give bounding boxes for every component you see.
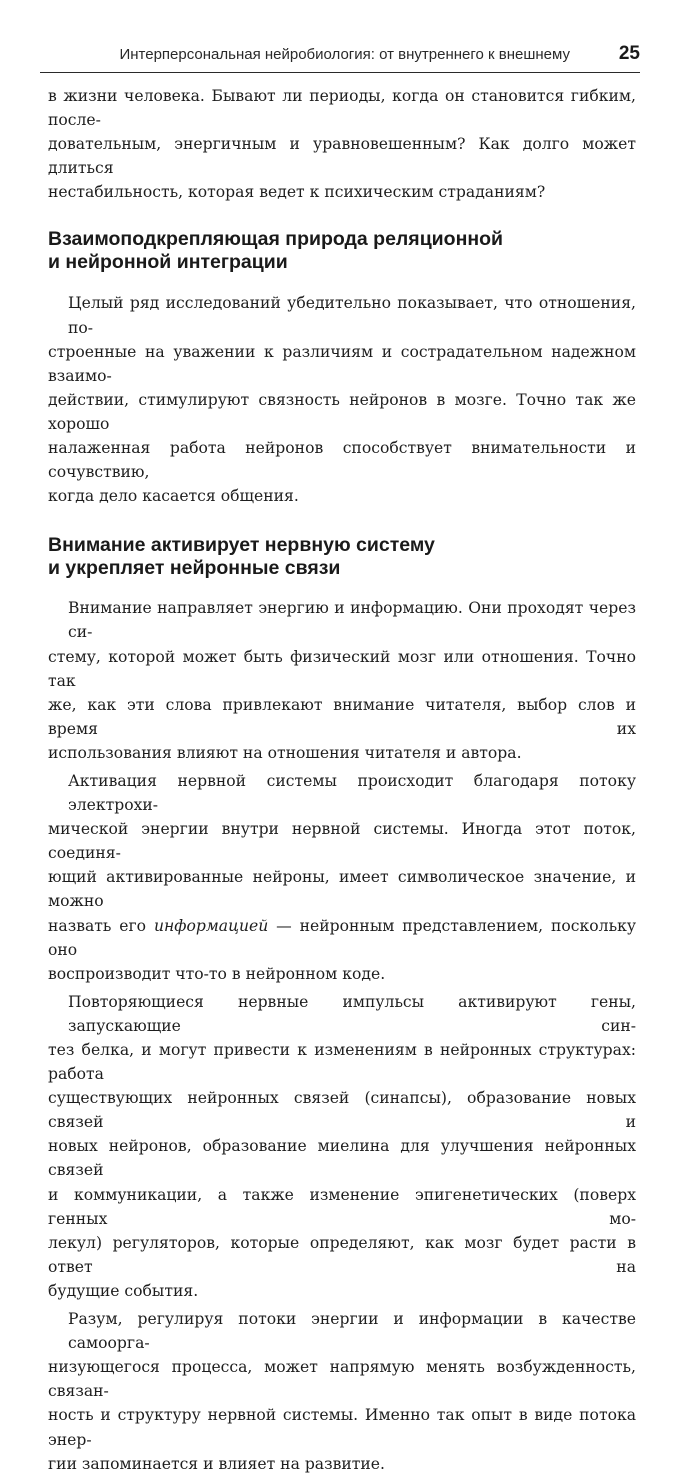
text-line: лекул) регуляторов, которые определяют, как мозг будет расти в ответ на <box>48 1233 636 1276</box>
text-line: Целый ряд исследований убедительно показывает, что отношения, по- <box>68 294 636 337</box>
text-line: существующих нейронных связей (синапсы), образование новых связей и <box>48 1089 636 1132</box>
text-line: когда дело касается общения. <box>48 487 299 506</box>
heading-line: и укрепляет нейронные связи <box>48 557 341 580</box>
text-line: ющий активированные нейроны, имеет символическое значение, и можно <box>48 868 636 911</box>
running-header <box>40 42 640 73</box>
integration-paragraph <box>48 291 636 508</box>
heading-line: Внимание активирует нервную систему <box>48 534 435 557</box>
text-line: тез белка, и могут привести к изменениям в нейронных структурах: работа <box>48 1041 636 1084</box>
heading-line: и нейронной интеграции <box>48 251 288 274</box>
text-line: стему, которой может быть физический мозг или отношения. Точно так <box>48 647 636 690</box>
text-line: ность и структуру нервной системы. Именно так опыт в виде потока энер- <box>48 1406 636 1449</box>
text-line: воспроизводит что-то в нейронном коде. <box>48 964 386 983</box>
text-line: Внимание направляет энергию и информацию. Они проходят через си- <box>68 599 636 642</box>
section-heading-attention <box>48 534 636 580</box>
page-number: 25 <box>618 43 640 64</box>
text-line: в жизни человека. Бывают ли периоды, когда он становится гибким, после- <box>48 87 636 130</box>
emphasized-term: информацией <box>153 916 269 935</box>
text-line: нестабильность, которая ведет к психическим страданиям? <box>48 183 546 202</box>
text-line-with-emphasis <box>48 914 636 962</box>
text-line: налаженная работа нейронов способствует внимательности и сочувствию, <box>48 439 636 482</box>
text-line: гии запоминается и влияет на развитие. <box>48 1454 385 1473</box>
text-line: Разум, регулируя потоки энергии и информации в качестве самоорга- <box>68 1310 636 1353</box>
text-line: и коммуникации, а также изменение эпигенетических (поверх генных мо- <box>48 1185 636 1228</box>
text-line: Активация нервной системы происходит благодаря потоку электрохи- <box>68 771 636 815</box>
text-line: использования влияют на отношения читателя и автора. <box>48 743 522 762</box>
attention-paragraph-3 <box>48 990 636 1303</box>
text-line: новых нейронов, образование миелина для улучшения нейронных связей <box>48 1137 636 1180</box>
heading-line: Взаимоподкрепляющая природа реляционной <box>48 228 504 251</box>
attention-paragraph-1 <box>48 596 636 765</box>
running-title: Интерперсональная нейробиология: от внутреннего к внешнему <box>119 46 570 63</box>
text-segment: назвать его <box>48 916 154 935</box>
text-line: действии, стимулируют связность нейронов в мозге. Точно так же хорошо <box>48 390 636 433</box>
text-line: мической энергии внутри нервной системы. Иногда этот поток, соединя- <box>48 820 636 863</box>
text-segment: — нейронным представлением, поскольку оно <box>48 916 636 959</box>
text-line: низующегося процесса, может напрямую менять возбужденность, связан- <box>48 1358 636 1401</box>
text-line: же, как эти слова привлекают внимание читателя, выбор слов и время их <box>48 695 636 738</box>
text-line: довательным, энергичным и уравновешенным? Как долго может длиться <box>48 135 636 178</box>
text-line: будущие события. <box>48 1281 199 1300</box>
text-line: Повторяющиеся нервные импульсы активируют гены, запускающие син- <box>68 992 636 1035</box>
section-heading-integration <box>48 228 636 274</box>
attention-paragraph-2 <box>48 769 636 986</box>
intro-paragraph <box>48 84 636 204</box>
page-body <box>48 84 636 1476</box>
text-line: строенные на уважении к различиям и сострадательном надежном взаимо- <box>48 342 636 385</box>
attention-paragraph-4 <box>48 1307 636 1476</box>
